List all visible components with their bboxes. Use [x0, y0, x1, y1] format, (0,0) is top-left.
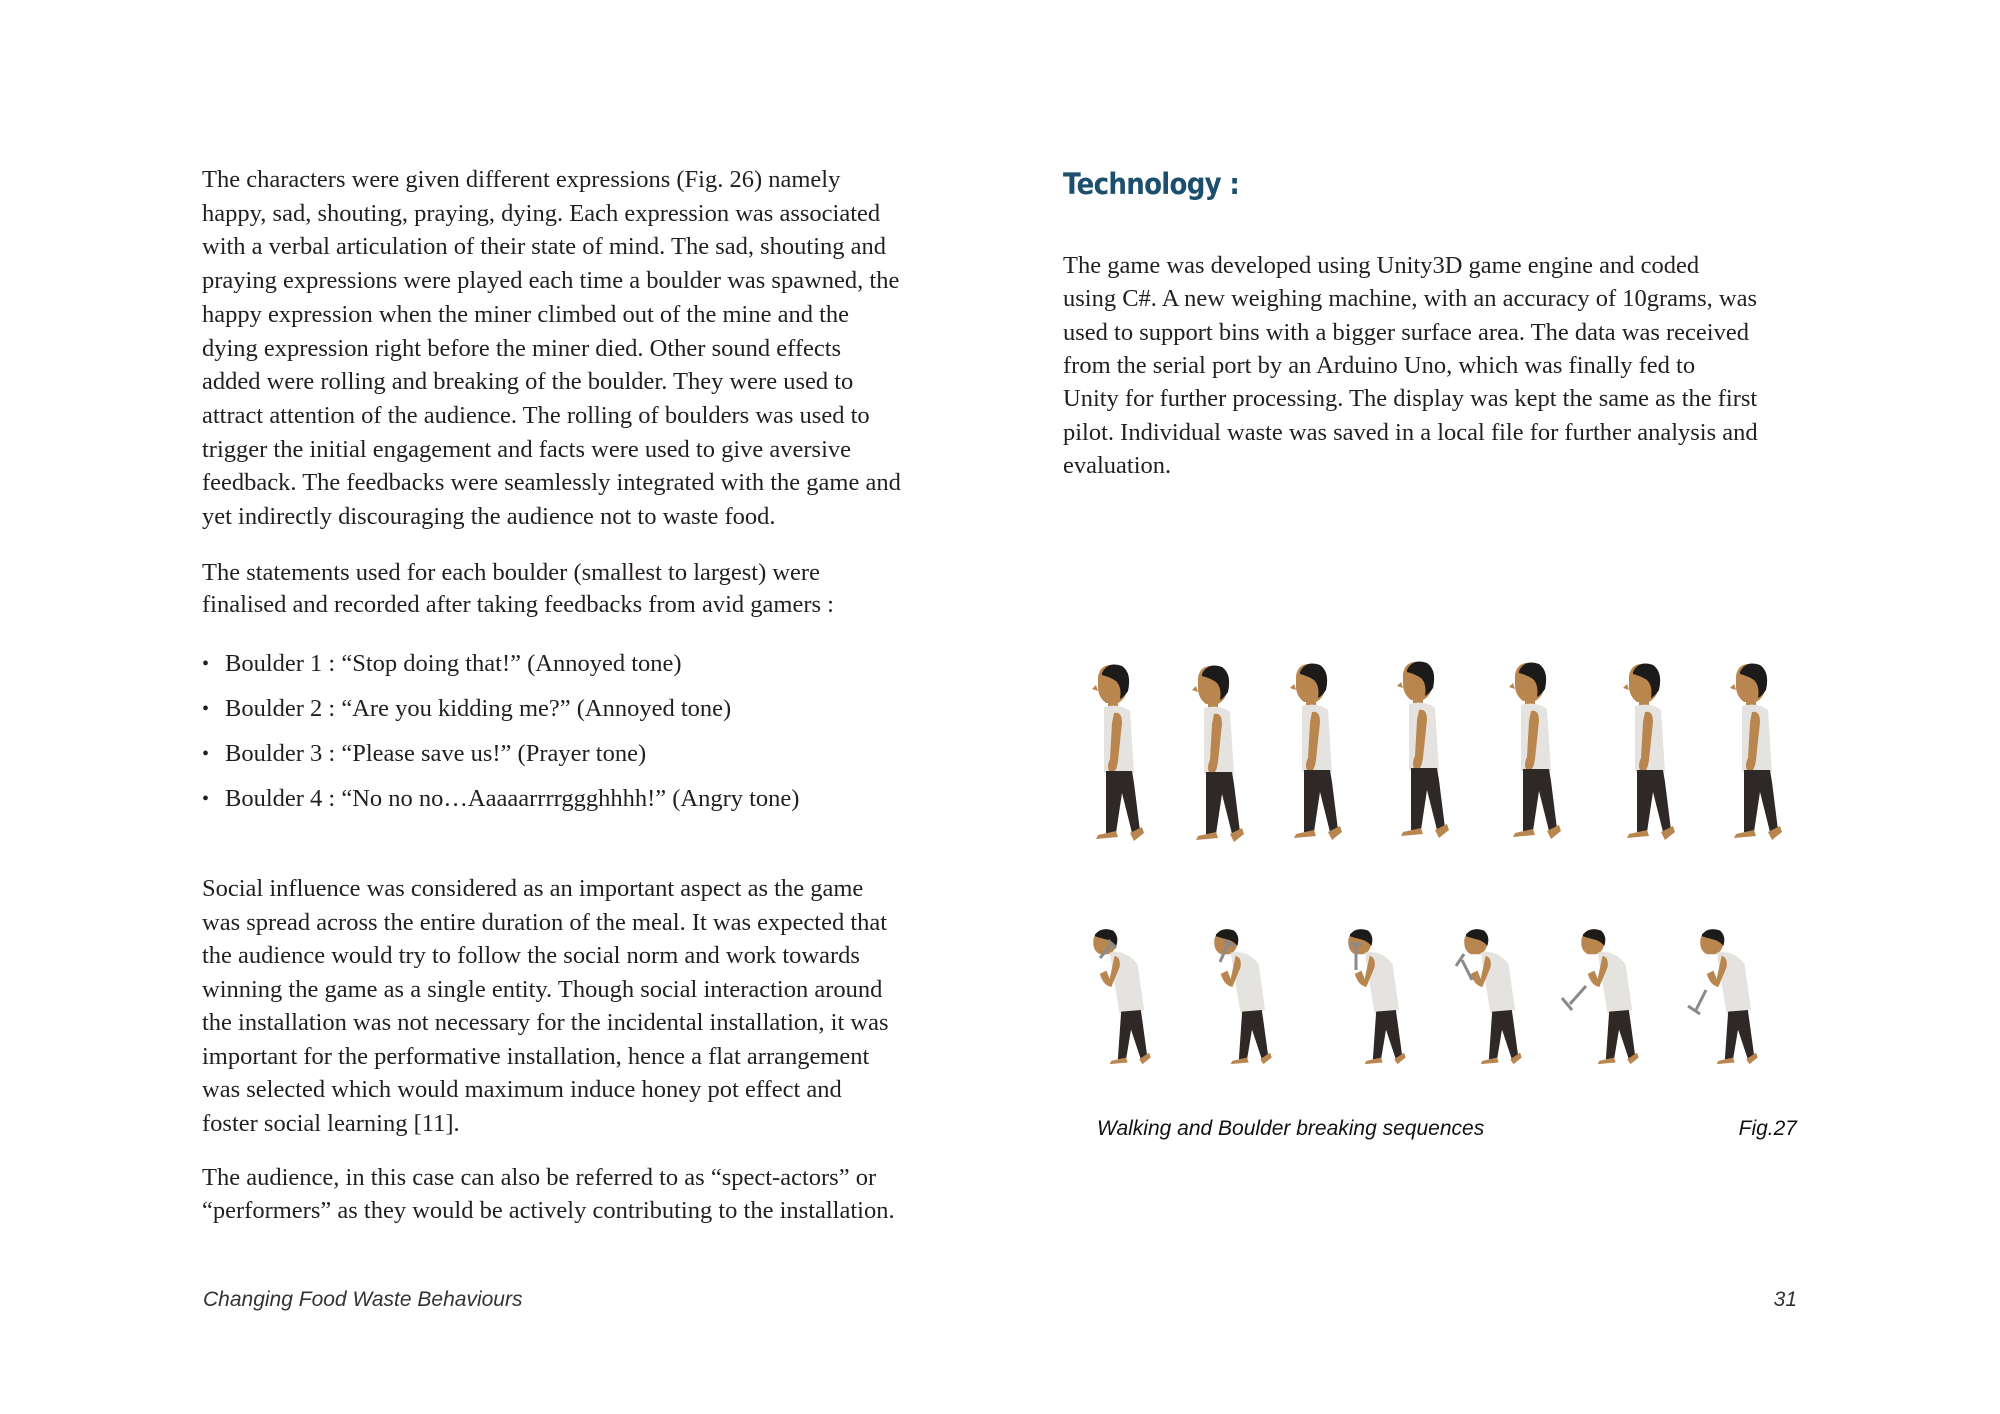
bullet-icon: • — [202, 788, 210, 810]
section-heading-technology: Technology : — [1063, 167, 1240, 201]
text-line: with a verbal articulation of their state of mind. The sad, shouting and — [202, 233, 887, 261]
footer-book-title: Changing Food Waste Behaviours — [203, 1288, 523, 1311]
text-line: “performers” as they would be actively contributing to the installation. — [202, 1197, 895, 1224]
page-number: 31 — [1773, 1288, 1797, 1311]
walk-frame-1 — [1092, 665, 1144, 841]
text-line: Unity for further processing. The display was kept the same as the first — [1063, 385, 1758, 413]
text-line: happy expression when the miner climbed out of the mine and the — [202, 300, 850, 328]
text-line: was selected which would maximum induce honey pot effect and — [202, 1076, 842, 1103]
walking-sequence-illustration — [1060, 640, 1820, 1080]
text-line: from the serial port by an Arduino Uno, which was finally fed to — [1063, 351, 1696, 379]
walk-frame-5 — [1509, 663, 1561, 839]
text-line: Social influence was considered as an important aspect as the game — [202, 875, 864, 902]
break-frame-6 — [1688, 929, 1758, 1064]
text-line: The characters were given different expressions (Fig. 26) namely — [202, 166, 841, 193]
figure-label: Fig.27 — [1738, 1117, 1797, 1140]
walk-frame-2 — [1192, 666, 1244, 842]
text-line: yet indirectly discouraging the audience not to waste food. — [202, 503, 776, 530]
text-line: the installation was not necessary for the incidental installation, it was — [202, 1009, 889, 1036]
text-line: using C#. A new weighing machine, with an accuracy of 10grams, was — [1063, 285, 1758, 313]
break-frame-2 — [1214, 929, 1271, 1064]
text-line: The audience, in this case can also be referred to as “spect-actors” or — [202, 1164, 877, 1191]
walk-frame-3 — [1290, 664, 1342, 840]
walk-frame-4 — [1397, 662, 1449, 838]
text-line: praying expressions were played each time a boulder was spawned, the — [202, 267, 900, 295]
text-line: foster social learning [11]. — [202, 1109, 460, 1137]
text-line: happy, sad, shouting, praying, dying. Each expression was associated — [202, 199, 881, 227]
walk-frame-6 — [1623, 664, 1675, 840]
break-frame-4 — [1456, 929, 1522, 1064]
text-line: The statements used for each boulder (smallest to largest) were — [202, 559, 820, 586]
text-line: important for the performative installation, hence a flat arrangement — [202, 1042, 870, 1070]
figure-caption: Walking and Boulder breaking sequences — [1097, 1117, 1485, 1140]
text-line: the audience would try to follow the social norm and work towards — [202, 942, 860, 969]
bullet-icon: • — [202, 743, 210, 765]
break-frame-5 — [1562, 929, 1639, 1064]
text-line: pilot. Individual waste was saved in a local file for further analysis and — [1063, 418, 1758, 446]
bullet-icon: • — [202, 653, 210, 675]
text-line: evaluation. — [1063, 451, 1172, 479]
text-line: dying expression right before the miner died. Other sound effects — [202, 334, 842, 362]
text-line: attract attention of the audience. The rolling of boulders was used to — [202, 401, 870, 429]
walk-frame-7 — [1730, 664, 1782, 840]
text-line: finalised and recorded after taking feedbacks from avid gamers : — [202, 591, 834, 618]
text-line: The game was developed using Unity3D game engine and coded — [1063, 252, 1700, 279]
text-line: added were rolling and breaking of the boulder. They were used to — [202, 368, 854, 396]
bullet-icon: • — [202, 698, 210, 720]
text-line: feedback. The feedbacks were seamlessly integrated with the game and — [202, 469, 901, 497]
text-line: trigger the initial engagement and facts were used to give aversive — [202, 435, 851, 463]
text-line: was spread across the entire duration of the meal. It was expected that — [202, 908, 888, 936]
text-line: used to support bins with a bigger surface area. The data was received — [1063, 318, 1749, 346]
break-frame-1 — [1093, 929, 1150, 1064]
figure-27 — [1060, 640, 1820, 1080]
break-frame-3 — [1348, 929, 1405, 1064]
text-line: winning the game as a single entity. Though social interaction around — [202, 975, 883, 1003]
